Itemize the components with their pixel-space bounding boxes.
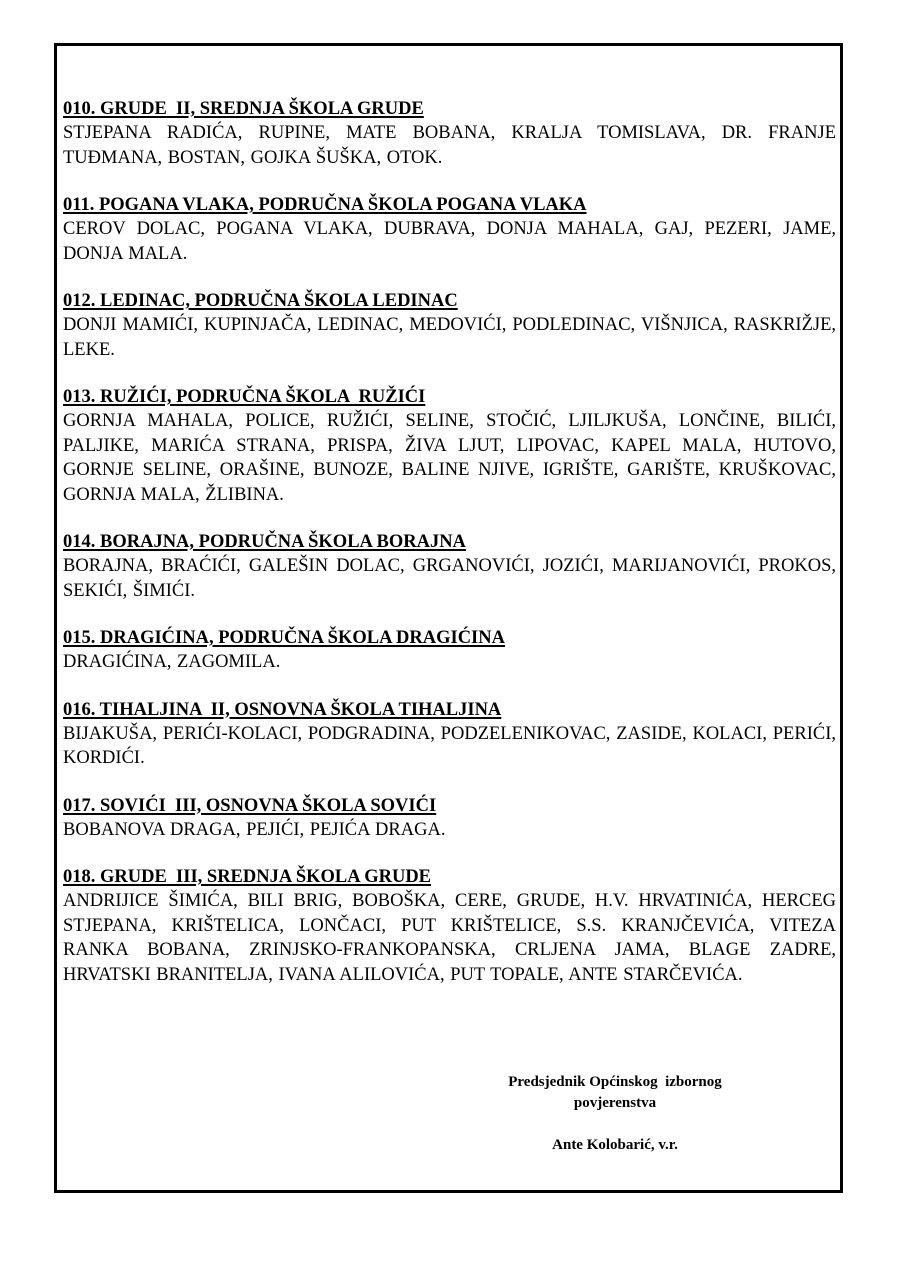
section-body: ANDRIJICE ŠIMIĆA, BILI BRIG, BOBOŠKA, CERE, GRUDE, H.V. HRVATINIĆA, HERCEG STJEPANA, KRIŠTELICA, LONČACI, PUT KRIŠTELICE, S.S. KRANJČEVIĆA, VITEZA RANKA BOBANA, ZRINJSKO-FRANKOPANSKA, CRLJENA JAMA, BLAGE ZADRE, HRVATSKI BRANITELJA, IVANA ALILOVIĆA, PUT TOPALE, ANTE STARČEVIĆA.	[63, 891, 836, 985]
section-heading: 012. LEDINAC, PODRUČNA ŠKOLA LEDINAC	[63, 291, 458, 311]
section-017	[63, 794, 836, 843]
section-heading: 015. DRAGIĆINA, PODRUČNA ŠKOLA DRAGIĆINA	[63, 628, 505, 648]
signature-block	[470, 1072, 760, 1156]
section-body: GORNJA MAHALA, POLICE, RUŽIĆI, SELINE, STOČIĆ, LJILJKUŠA, LONČINE, BILIĆI, PALJIKE, MARIĆA STRANA, PRISPA, ŽIVA LJUT, LIPOVAC, KAPEL MALA, HUTOVO, GORNJE SELINE, ORAŠINE, BUNOZE, BALINE NJIVE, IGRIŠTE, GARIŠTE, KRUŠKOVAC, GORNJA MALA, ŽLIBINA.	[63, 411, 836, 505]
section-heading: 010. GRUDE II, SREDNJA ŠKOLA GRUDE	[63, 99, 424, 119]
section-016	[63, 698, 836, 771]
section-body: DONJI MAMIĆI, KUPINJAČA, LEDINAC, MEDOVIĆI, PODLEDINAC, VIŠNJICA, RASKRIŽJE, LEKE.	[63, 315, 836, 360]
section-heading: 011. POGANA VLAKA, PODRUČNA ŠKOLA POGANA VLAKA	[63, 195, 587, 215]
polling-station-list	[63, 97, 836, 1010]
section-018	[63, 865, 836, 987]
signature-title-line2: povjerenstva	[573, 1095, 657, 1111]
section-013	[63, 385, 836, 507]
section-012	[63, 289, 836, 362]
section-body: BIJAKUŠA, PERIĆI-KOLACI, PODGRADINA, PODZELENIKOVAC, ZASIDE, KOLACI, PERIĆI, KORDIĆI.	[63, 723, 836, 768]
section-heading: 014. BORAJNA, PODRUČNA ŠKOLA BORAJNA	[63, 532, 466, 552]
section-015	[63, 626, 836, 675]
section-body: CEROV DOLAC, POGANA VLAKA, DUBRAVA, DONJA MAHALA, GAJ, PEZERI, JAME, DONJA MALA.	[63, 219, 836, 264]
section-body: DRAGIĆINA, ZAGOMILA.	[63, 652, 281, 672]
section-body: BOBANOVA DRAGA, PEJIĆI, PEJIĆA DRAGA.	[63, 819, 446, 840]
section-014	[63, 530, 836, 603]
section-011	[63, 193, 836, 266]
signature-name: Ante Kolobarić, v.r.	[552, 1137, 678, 1153]
section-010	[63, 97, 836, 170]
section-heading: 013. RUŽIĆI, PODRUČNA ŠKOLA RUŽIĆI	[63, 387, 426, 407]
signature-title-line1: Predsjednik Općinskog izbornog	[508, 1074, 722, 1090]
section-body: STJEPANA RADIĆA, RUPINE, MATE BOBANA, KRALJA TOMISLAVA, DR. FRANJE TUĐMANA, BOSTAN, GOJKA ŠUŠKA, OTOK.	[63, 123, 836, 168]
section-body: BORAJNA, BRAĆIĆI, GALEŠIN DOLAC, GRGANOVIĆI, JOZIĆI, MARIJANOVIĆI, PROKOS, SEKIĆI, ŠIMIĆI.	[63, 556, 836, 601]
section-heading: 016. TIHALJINA II, OSNOVNA ŠKOLA TIHALJINA	[63, 699, 502, 720]
section-heading: 018. GRUDE III, SREDNJA ŠKOLA GRUDE	[63, 867, 432, 887]
section-heading: 017. SOVIĆI III, OSNOVNA ŠKOLA SOVIĆI	[63, 795, 437, 816]
